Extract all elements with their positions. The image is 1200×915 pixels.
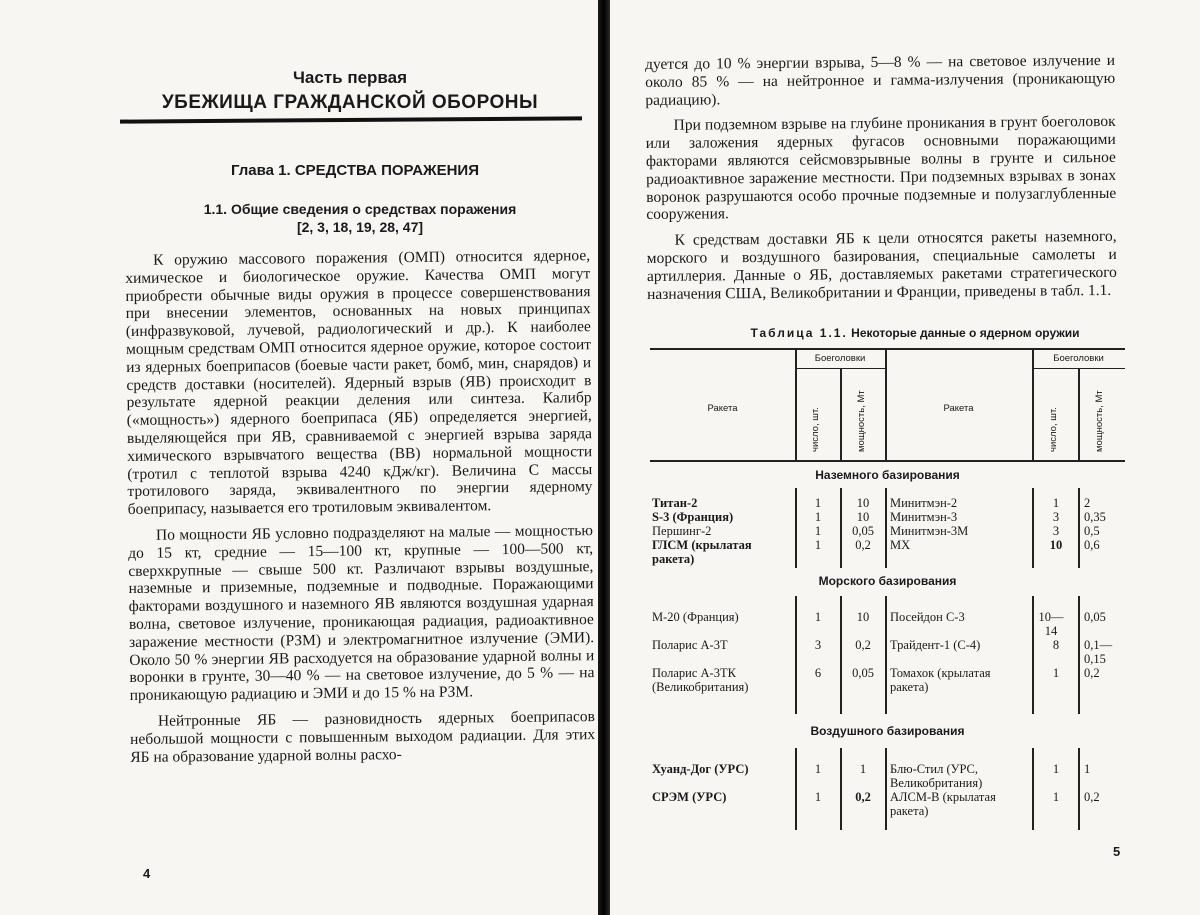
book-gutter — [598, 0, 610, 915]
table-row-power: 10 — [856, 610, 870, 624]
paragraph: К средствам доставки ЯБ к цели относятся ракеты наземного, морского и воздушного базирования, специальные самолеты и артиллерия. Данные о ЯБ, доставляемых ракетами стратегического назначения США, Великобритании и Франции, приведены в табл. 1.1. — [646, 228, 1117, 303]
table-row-count: 3 — [1052, 510, 1060, 524]
table-row-power: 0,1—0,15 — [1084, 638, 1113, 666]
paragraph: По мощности ЯБ условно подразделяют на малые — мощностью до 15 кт, средние — 15—100 кт, крупные — 100—500 кт, сверхкрупные — свыше 500 кт. Различают взрывы воздушные, наземные и приземные, подземные и подводные. Поражающими факторами воздушного и наземного ЯВ являются воздушная ударная волна, световое излучение, проникающая радиация, радиоактивное заражение местности (РЗМ) и электромагнитное излучение (ЭМИ). Около 50 % энергии ЯВ расходуется на образование ударной волны и воронки в грунте, 30—40 % — на световое излучение, до 5 % — на проникающую радиацию и ЭМИ и до 15 % на РЗМ. — [128, 522, 595, 705]
page-number: 5 — [1113, 844, 1121, 859]
table-row-power: 0,2 — [855, 638, 871, 652]
title-rule — [120, 116, 582, 123]
table-row-name: Блю-Стил (УРС, Великобритания) — [890, 762, 983, 790]
header-warheads: Боеголовки — [1053, 353, 1104, 364]
table-row-name: Минитмэн-3 — [890, 510, 958, 524]
table-row-count: 10 — [1049, 538, 1063, 552]
table-row-name: Титан-2 — [652, 496, 698, 510]
table-row-name: Хуанд-Дог (УРС) — [652, 762, 749, 776]
header-rocket: Ракета — [943, 403, 974, 414]
group-title: Морского базирования — [818, 574, 957, 588]
table-row-name: Першинг-2 — [652, 524, 712, 538]
chapter-title: Глава 1. СРЕДСТВА ПОРАЖЕНИЯ — [231, 162, 479, 179]
table-row-count: 10—14 — [1038, 610, 1064, 638]
group-title: Воздушного базирования — [810, 724, 965, 738]
table-row-power: 0,05 — [1084, 610, 1106, 624]
group-title: Наземного базирования — [815, 468, 960, 482]
paragraph: Нейтронные ЯБ — разновидность ядерных боеприпасов небольшой мощности с повышенным выходом радиации. Для этих ЯБ на образование ударной волны расхо- — [130, 708, 596, 766]
table-row-name: Поларис А-3Т — [652, 638, 728, 652]
part-title: Часть первая — [292, 68, 408, 87]
table-row-name: Поларис А-3ТК (Великобритания) — [652, 666, 749, 694]
table-row-name: ГЛСМ (крылатая ракета) — [652, 538, 752, 566]
column-divider — [1032, 488, 1034, 568]
table-row-power: 0,05 — [852, 666, 874, 680]
table-row-name: Трайдент-1 (С-4) — [890, 638, 981, 652]
header-rocket: Ракета — [707, 403, 738, 414]
table-row-count: 1 — [814, 610, 822, 624]
column-divider — [795, 488, 797, 568]
section-references: [2, 3, 18, 19, 28, 47] — [296, 219, 424, 235]
column-divider — [795, 596, 797, 714]
table-row-name: Минитмэн-2 — [890, 496, 958, 510]
paragraph: При подземном взрыве на глубине проникания в грунт боеголовок или заложения ядерных фугасов основными поражающими факторами являются сейсмовзрывные волны в грунте и сильное радиоактивное заражение местности. При подземных взрывах в зонах воронок разрушаются особо прочные подземные и полузаглубленные сооружения. — [645, 113, 1117, 224]
column-divider — [1032, 748, 1034, 830]
column-divider — [1078, 596, 1080, 714]
table-row-count: 1 — [1052, 790, 1060, 804]
section-title — [150, 200, 570, 236]
table-row-count: 1 — [814, 762, 822, 776]
right-page — [610, 0, 1200, 915]
column-divider — [1078, 748, 1080, 830]
table-row-name: Посейдон С-3 — [890, 610, 965, 624]
table-row-count: 1 — [814, 524, 822, 538]
table-row-power: 1 — [859, 762, 867, 776]
table-row-count: 1 — [814, 790, 822, 804]
table-row-power: 0,2 — [1084, 666, 1100, 680]
table-row-count: 1 — [1052, 496, 1060, 510]
paragraph: дуется до 10 % энергии взрыва, 5—8 % — на световое излучение и около 85 % — на нейтронное и гамма-излучения (проникающую радиацию). — [645, 51, 1116, 109]
header-divider — [840, 368, 842, 460]
table-header-rule — [650, 460, 1125, 462]
part-subtitle: УБЕЖИЩА ГРАЖДАНСКОЙ ОБОРОНЫ — [161, 92, 539, 113]
table-row-name: МХ — [890, 538, 911, 552]
column-divider — [1032, 596, 1034, 714]
table-row-power: 0,05 — [852, 524, 874, 538]
table-row-power: 2 — [1084, 496, 1091, 510]
table-row-name: М-20 (Франция) — [652, 610, 739, 624]
header-divider — [1078, 368, 1080, 460]
column-divider — [795, 748, 797, 830]
column-divider — [1078, 488, 1080, 568]
right-body-text — [645, 52, 1117, 311]
table-row-power: 1 — [1084, 762, 1091, 776]
table-row-power: 0,2 — [855, 790, 871, 804]
header-count: число, шт. — [1048, 407, 1059, 452]
table-caption — [705, 326, 1125, 340]
header-warheads: Боеголовки — [814, 353, 866, 364]
column-divider — [885, 748, 887, 830]
table-row-power: 10 — [856, 510, 870, 524]
table-row-count: 1 — [814, 510, 822, 524]
table-row-count: 1 — [1052, 762, 1060, 776]
column-divider — [885, 596, 887, 714]
table-row-power: 0,6 — [1084, 538, 1100, 552]
table-row-count: 8 — [1052, 638, 1060, 652]
table-row-count: 1 — [814, 496, 822, 510]
table-row-power: 0,5 — [1084, 524, 1100, 538]
table-row-power: 0,2 — [855, 538, 871, 552]
table-row-power: 0,2 — [1084, 790, 1100, 804]
paragraph: К оружию массового поражения (ОМП) относится ядерное, химическое и биологическое оружие. Качества ОМП могут приобрести обычные виды оружия в процессе совершенствования при внесении элементов, основанных на новых принципах (инфразвуковой, лучевой, радиологический и др.). К наиболее мощным средствам ОМП относится ядерное оружие, которое состоит из ядерных боеприпасов (боевые части ракет, бомб, мин, снарядов) и средств доставки (носителей). Ядерный взрыв (ЯВ) происходит в результате ядерной реакции деления или синтеза. Калибр («мощность») ядерного боеприпаса (ЯБ) определяется энергией, выделяющейся при ЯВ, сравниваемой с энергией взрыва заряда химического взрывчатого вещества (ВВ) нормальной мощности (тротил с теплотой взрыва 4240 кДж/кг). Величина С массы тротилового заряда, эквивалентного по энергии ядерному боеприпасу, называется его тротиловым эквивалентом. — [125, 247, 593, 519]
table-row-name: Минитмэн-3М — [890, 524, 969, 538]
table-caption-text: Некоторые данные о ядерном оружии — [851, 326, 1080, 340]
column-divider — [885, 488, 887, 568]
column-divider — [840, 748, 842, 830]
header-power: мощность, Мт — [856, 390, 867, 452]
table-row-count: 3 — [1052, 524, 1060, 538]
left-page — [0, 0, 598, 915]
page-number: 4 — [143, 866, 151, 881]
section-title-line: 1.1. Общие сведения о средствах поражения — [203, 201, 517, 217]
table-row-count: 3 — [814, 638, 822, 652]
table-row-name: АЛСМ-В (крылатая ракета) — [890, 790, 996, 818]
header-count: число, шт. — [810, 407, 821, 452]
table-row-count: 1 — [1052, 666, 1060, 680]
left-body-text — [125, 247, 595, 774]
table-row-name: СРЭМ (УРС) — [652, 790, 727, 804]
table-row-count: 1 — [814, 538, 822, 552]
table-top-rule — [650, 348, 1125, 350]
table-row-power: 10 — [856, 496, 870, 510]
table-row-power: 0,35 — [1084, 510, 1106, 524]
table-row-name: Томахок (крылатая ракета) — [890, 666, 991, 694]
table-row-count: 6 — [814, 666, 822, 680]
table-row-name: S-3 (Франция) — [652, 510, 734, 524]
header-power: мощность, Мт — [1094, 390, 1105, 452]
table-caption-label: Таблица 1.1. — [750, 326, 848, 340]
